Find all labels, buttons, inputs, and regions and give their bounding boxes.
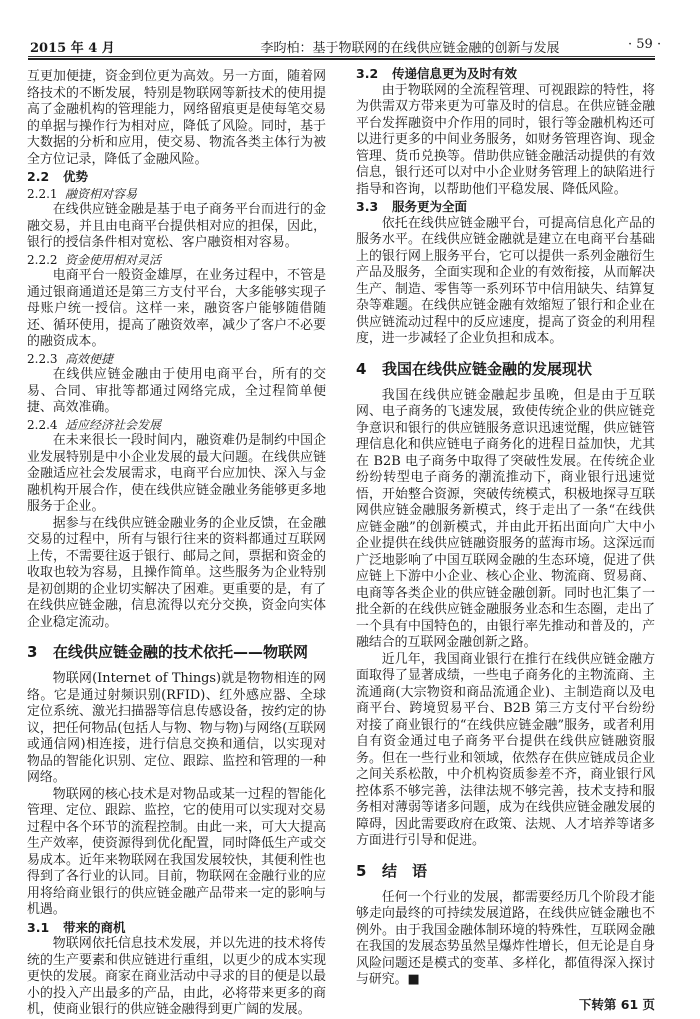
section-number: 3: [27, 643, 38, 661]
section-heading-2-2: [27, 169, 326, 186]
paragraph: 互更加便捷，资金到位更为高效。另一方面，随着网络技术的不断发展，特别是物联网等新技术的使用提高了金融机构的管理能力，网络留痕更是使每笔交易的单据与操作行为相对应，降低了风险。同时，基于大数据的分析和应用，使交易、物流各类主体行为被全方位记录，降低了金融风险。: [27, 69, 326, 167]
page-number: · 59 ·: [628, 37, 662, 52]
section-heading-2-2-3: [27, 351, 326, 368]
paragraph: 我国在线供应链金融起步虽晚，但是由于互联网、电子商务的飞速发展，致使传统企业的供应链竞争意识和银行的供应链服务意识迅速觉醒，供应链管理信息化和供应链电子商务化的进程日益加快，尤其在 B2B 电子商务中取得了突破性发展。在传统企业纷纷转型电子商务的潮流推动下，商业银行迅速觉悟，开始整合资源，突破传统模式，积极地探寻互联网供应链金融服务新模式，终于走出了一条“在线供应链金融”的创新模式，并由此开拓出面向广大中小企业提供在线供应链融资服务的蓝海市场。这深远而广泛地影响了中国互联网金融的生态环境，促进了供应链上下游中小企业、核心企业、物流商、贸易商、电商等各类企业的供应链金融创新。同时也汇集了一批全新的在线供应链金融服务业态和生态圈，走出了一个具有中国特色的，由银行率先推动和普及的，产融结合的互联网金融创新之路。: [356, 387, 655, 650]
section-number: 5: [356, 861, 367, 880]
paragraph: 近几年，我国商业银行在推行在线供应链金融方面取得了显著成绩，一些电子商务化的主物流商、主流通商(大宗物资和商品流通企业)、主制造商以及电商平台、跨境贸易平台、B2B 第三方支付平台纷纷对接了商业银行的“在线供应链金融”服务，或者利用自有资金通过电子商务平台提供在线供应链融资服务。但在一些行业和领域，依然存在供应链成员企业之间关系松散，中介机构资质参差不齐，商业银行风控体系不够完善，法律法规不够完善，技术支持和服务相对薄弱等诸多问题，成为在线供应链金融发展的障碍，因此需要政府在政策、法规、人才培养等诸多方面进行引导和促进。: [356, 651, 655, 848]
paragraph: 物联网(Internet of Things)就是物物相连的网络。它是通过射频识别(RFID)、红外感应器、全球定位系统、激光扫描器等信息传感设备，按约定的协议，把任何物品(包括人与物、物与物)与网络(互联网或通信网)相连接，进行信息交换和通信，以实现对物品的智能化识别、定位、跟踪、监控和管理的一种网络。: [27, 671, 326, 785]
section-title: 我国在线供应链金融的发展现状: [382, 359, 593, 378]
running-title: 李昀柏：基于物联网的在线供应链金融的创新与发展: [260, 41, 560, 56]
section-heading-2-2-2: [27, 252, 326, 269]
section-number: 2.2.4: [27, 417, 58, 432]
header-rule-thick: [28, 58, 655, 60]
section-heading-3-3: [356, 199, 655, 216]
left-column: [27, 69, 326, 1019]
section-title: 融资相对容易: [65, 186, 138, 201]
section-title: 服务更为全面: [392, 199, 468, 214]
paragraph: 任何一个行业的发展，都需要经历几个阶段才能够走向最终的可持续发展道路，在线供应链金融也不例外。由于我国金融体制环境的特殊性，互联网金融在我国的发展态势虽然呈爆炸性增长，但无论是自身风险问题还是模式的变革、多样化，都值得深入探讨与研究。■: [356, 889, 655, 987]
section-number: 2.2: [27, 169, 50, 184]
section-number: 2.2.2: [27, 252, 58, 267]
section-title: 优势: [63, 169, 89, 184]
section-heading-2-2-1: [27, 186, 326, 203]
header-rule-thin: [28, 56, 655, 57]
section-number: 3.3: [356, 199, 379, 214]
paragraph: 物联网依托信息技术发展，并以先进的技术将传统的生产要素和供应链进行重组，以更少的成本实现更快的发展。商家在商业活动中寻求的目的便是以最小的投入产出最多的产品，由此，必将带来更多的商机，使商业银行的供应链金融得到更广阔的发展。: [27, 936, 326, 1017]
section-heading-3-1: [27, 920, 326, 937]
section-heading-2-2-4: [27, 417, 326, 434]
paragraph: 在线供应链金融是基于电子商务平台而进行的金融交易，并且由电商平台提供相对应的担保，因此，银行的授信条件相对宽松、客户融资相对容易。: [27, 202, 326, 250]
section-heading-3: [27, 643, 326, 661]
section-title: 传递信息更为及时有效: [392, 66, 518, 81]
section-title: 带来的商机: [63, 919, 126, 935]
paragraph: 据参与在线供应链金融业务的企业反馈，在金融交易的过程中，所有与银行往来的资料都通过互联网上传，不需要往返于银行、邮局之间，票据和资金的收取也较为容易，且操作简单。这些服务为企业特别是初创期的企业切实解决了困难。更重要的是，有了在线供应链金融，信息流得以充分交换，资金向实体企业稳定流动。: [27, 515, 326, 630]
paragraph: 在线供应链金融由于使用电商平台，所有的交易、合同、审批等都通过网络完成，全过程简单便捷、高效准确。: [27, 367, 326, 415]
section-number: 2.2.3: [27, 351, 58, 366]
section-number: 3.2: [356, 66, 379, 81]
section-title: 适应经济社会发展: [65, 417, 162, 432]
paragraph: 电商平台一般资金雄厚，在业务过程中，不管是通过银商通道还是第三方支付平台，大多能够实现子母账户统一授信。这样一来，融资客户能够随借随还、循环使用，提高了融资效率，减少了客户不必要的融资成本。: [27, 268, 326, 349]
right-column: [356, 65, 655, 1013]
issue-date: 2015 年 4 月: [30, 41, 115, 56]
section-title: 结 语: [382, 861, 428, 880]
section-title: 高效便捷: [65, 351, 114, 366]
paragraph: 在未来很长一段时间内，融资难仍是制约中国企业发展特别是中小企业发展的最大问题。在线供应链金融适应社会发展需求，电商平台应加快、深入与金融机构开展合作，使在线供应链金融业务能够更多地服务于企业。: [27, 433, 326, 514]
continued-on-note: 下转第 61 页: [578, 996, 655, 1012]
section-heading-5: [356, 862, 655, 880]
section-number: 3.1: [27, 919, 50, 935]
section-title: 资金使用相对灵活: [65, 252, 162, 267]
paragraph: 由于物联网的全流程管理、可视跟踪的特性，将为供需双方带来更为可靠及时的信息。在供应链金融平台发挥融资中介作用的同时，银行等金融机构还可以进行更多的中间业务服务，如财务管理咨询、现金管理、货币兑换等。借助供应链金融活动提供的有效信息，银行还可以对中小企业财务管理上的缺陷进行指导和咨询，以帮助他们平稳发展、降低风险。: [356, 82, 655, 197]
section-title: 在线供应链金融的技术依托——物联网: [53, 643, 309, 661]
paragraph: 依托在线供应链金融平台，可提高信息化产品的服务水平。在线供应链金融就是建立在电商平台基础上的银行网上服务平台，它可以提供一系列金融衍生产品及服务，全面实现和企业的有效衔接，从而解决生产、制造、零售等一系列环节中信用缺失、结算复杂等难题。在线供应链金融有效缩短了银行和企业在供应链流动过程中的反应速度，提高了资金的利用程度，进一步减轻了企业负担和成本。: [356, 215, 655, 346]
paragraph: 物联网的核心技术是对物品或某一过程的智能化管理、定位、跟踪、监控，它的使用可以实现对交易过程中各个环节的流程控制。由此一来，可大大提高生产效率，使资源得到优化配置，同时降低生产或交易成本。近年来物联网在我国发展较快，其便利性也得到了各行业的认同。目前，物联网在金融行业的应用将给商业银行的供应链金融产品带来一定的影响与机遇。: [27, 786, 326, 917]
section-number: 2.2.1: [27, 186, 58, 201]
section-number: 4: [356, 359, 367, 378]
section-heading-4: [356, 360, 655, 378]
section-heading-3-2: [356, 66, 655, 83]
